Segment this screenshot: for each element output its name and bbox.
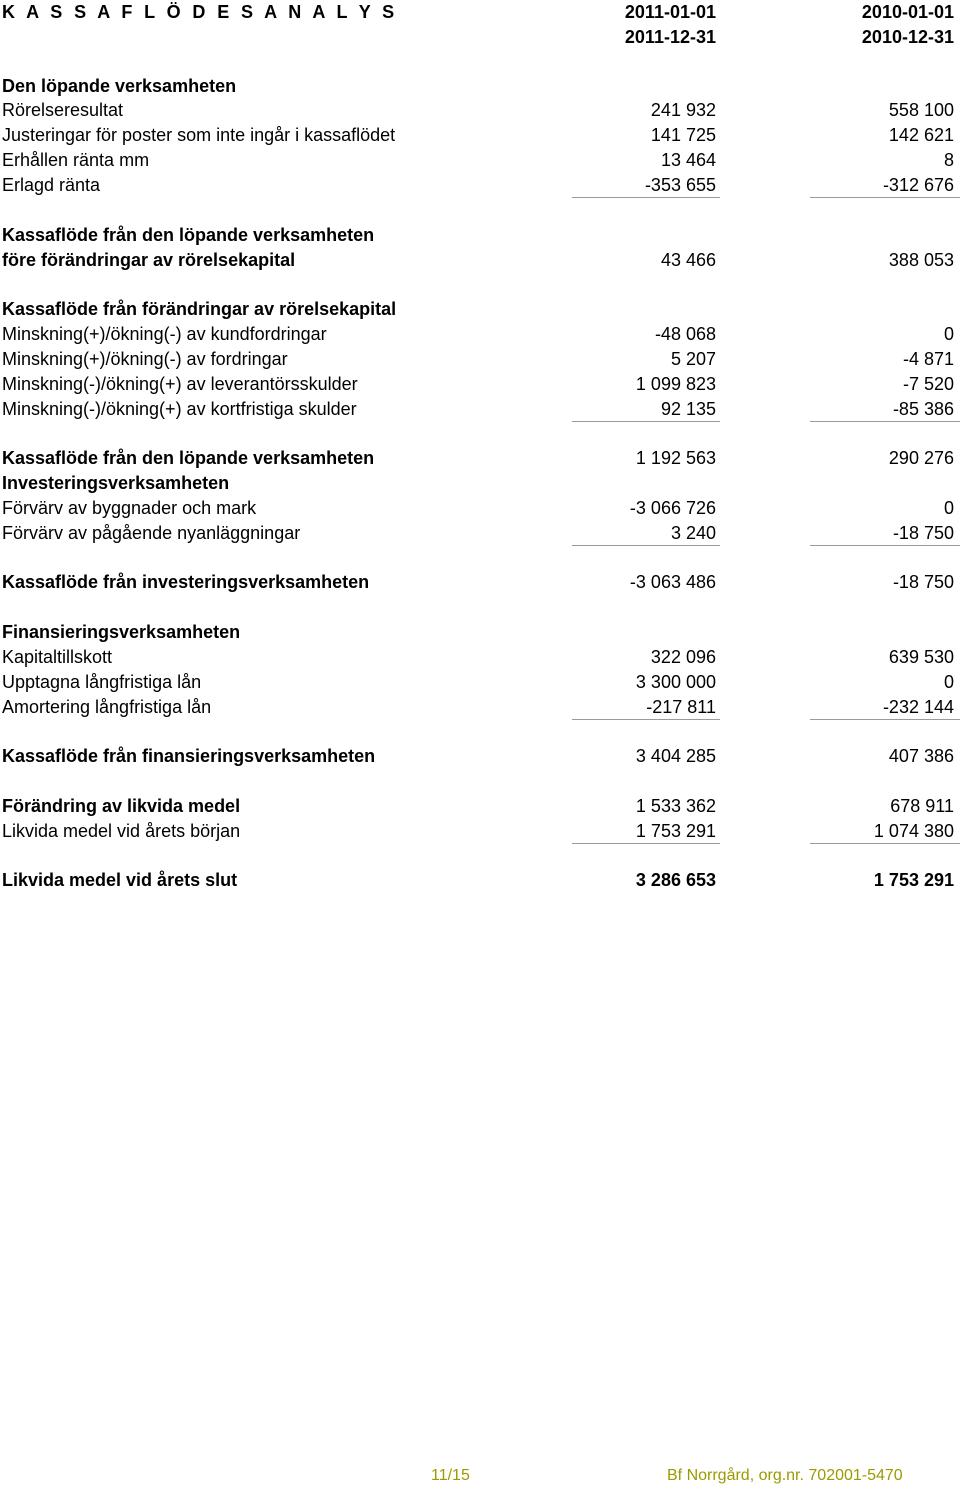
table-row	[0, 397, 960, 422]
previous-period-end: 2010-12-31	[861, 27, 954, 47]
sum-rule	[810, 197, 960, 198]
previous-value: 290 276	[888, 448, 954, 468]
current-value: 92 135	[660, 399, 716, 419]
previous-value: 1 753 291	[873, 870, 954, 890]
page-number: 11/15	[431, 1467, 470, 1484]
organization-footer: Bf Norrgård, org.nr. 702001-5470	[667, 1467, 903, 1484]
current-value: -48 068	[654, 324, 716, 344]
row-label: Kassaflöde från finansieringsverksamheten	[2, 746, 376, 766]
row-label: Amortering långfristiga lån	[2, 697, 212, 717]
subtotal-row	[0, 744, 960, 769]
previous-value: 678 911	[890, 796, 954, 816]
section-heading	[0, 471, 960, 496]
row-label: Erhållen ränta mm	[2, 150, 150, 170]
sum-rule	[810, 545, 960, 546]
previous-value: 1 074 380	[873, 821, 954, 841]
sum-rule	[572, 719, 720, 720]
row-label: Den löpande verksamheten	[2, 76, 237, 96]
sum-rule	[810, 421, 960, 422]
row-label: Förändring av likvida medel	[2, 796, 241, 816]
header-row-1	[0, 0, 960, 25]
previous-value: -18 750	[892, 572, 954, 592]
row-label: Likvida medel vid årets slut	[2, 870, 238, 890]
row-label: Kassaflöde från den löpande verksamheten	[2, 448, 375, 468]
current-value: 3 404 285	[635, 746, 716, 766]
current-period-start: 2011-01-01	[624, 2, 716, 22]
row-label: Minskning(+)/ökning(-) av kundfordringar	[2, 324, 327, 344]
subtotal-heading	[0, 223, 960, 248]
previous-value: 8	[943, 150, 954, 170]
table-row	[0, 695, 960, 720]
previous-value: -18 750	[892, 523, 954, 543]
row-label: Kapitaltillskott	[2, 647, 113, 667]
current-value: 141 725	[650, 125, 716, 145]
previous-value: 388 053	[888, 250, 954, 270]
previous-value: 0	[943, 498, 954, 518]
row-label: Kassaflöde från den löpande verksamheten	[2, 225, 375, 245]
row-label: Förvärv av byggnader och mark	[2, 498, 257, 518]
sum-rule	[572, 545, 720, 546]
section-heading	[0, 620, 960, 645]
table-row	[0, 173, 960, 198]
table-row	[0, 123, 960, 148]
current-value: 1 099 823	[635, 374, 716, 394]
current-value: 241 932	[650, 100, 716, 120]
current-period-end: 2011-12-31	[624, 27, 716, 47]
previous-value: -312 676	[882, 175, 954, 195]
table-row	[0, 645, 960, 670]
row-label: Investeringsverksamheten	[2, 473, 230, 493]
previous-value: 142 621	[888, 125, 954, 145]
row-label: Likvida medel vid årets början	[2, 821, 241, 841]
sum-rule	[572, 421, 720, 422]
table-row	[0, 98, 960, 123]
current-value: -353 655	[644, 175, 716, 195]
table-row	[0, 521, 960, 546]
current-value: 322 096	[650, 647, 716, 667]
sum-rule	[572, 197, 720, 198]
previous-value: -85 386	[892, 399, 954, 419]
current-value: 1 533 362	[635, 796, 716, 816]
table-row	[0, 322, 960, 347]
previous-period-start: 2010-01-01	[861, 2, 954, 22]
sum-rule	[810, 843, 960, 844]
sum-rule	[810, 719, 960, 720]
row-label: Minskning(+)/ökning(-) av fordringar	[2, 349, 288, 369]
subtotal-row	[0, 446, 960, 471]
table-row	[0, 347, 960, 372]
current-value: -217 811	[646, 697, 716, 717]
previous-value: -7 520	[902, 374, 954, 394]
row-label: Kassaflöde från investeringsverksamheten	[2, 572, 370, 592]
row-label: Rörelseresultat	[2, 100, 124, 120]
row-label: Kassaflöde från förändringar av rörelsekapital	[2, 299, 397, 319]
previous-value: -232 144	[882, 697, 954, 717]
section-heading	[0, 297, 960, 322]
previous-value: 407 386	[888, 746, 954, 766]
statement-title: K A S S A F L Ö D E S A N A L Y S	[2, 2, 398, 22]
current-value: 3 286 653	[635, 870, 716, 890]
current-value: -3 066 726	[629, 498, 716, 518]
row-label: Justeringar för poster som inte ingår i kassaflödet	[2, 125, 396, 145]
previous-value: -4 871	[902, 349, 954, 369]
table-row	[0, 496, 960, 521]
previous-value: 0	[943, 324, 954, 344]
subtotal-row	[0, 248, 960, 273]
row-label: Erlagd ränta	[2, 175, 101, 195]
previous-value: 558 100	[888, 100, 954, 120]
current-value: 43 466	[660, 250, 716, 270]
table-row	[0, 819, 960, 844]
current-value: 3 240	[670, 523, 716, 543]
row-label: Förvärv av pågående nyanläggningar	[2, 523, 301, 543]
current-value: 1 753 291	[635, 821, 716, 841]
table-row	[0, 670, 960, 695]
current-value: 3 300 000	[635, 672, 716, 692]
previous-value: 0	[943, 672, 954, 692]
table-row	[0, 148, 960, 173]
current-value: 13 464	[660, 150, 716, 170]
row-label: Minskning(-)/ökning(+) av leverantörsskulder	[2, 374, 358, 394]
previous-value: 639 530	[888, 647, 954, 667]
current-value: 1 192 563	[635, 448, 716, 468]
grand-total-row	[0, 868, 960, 893]
section-heading	[0, 74, 960, 99]
header-row-2	[0, 25, 960, 50]
subtotal-row	[0, 794, 960, 819]
row-label: före förändringar av rörelsekapital	[2, 250, 296, 270]
row-label: Finansieringsverksamheten	[2, 622, 241, 642]
row-label: Minskning(-)/ökning(+) av kortfristiga skulder	[2, 399, 357, 419]
sum-rule	[572, 843, 720, 844]
current-value: 5 207	[670, 349, 716, 369]
subtotal-row	[0, 570, 960, 595]
current-value: -3 063 486	[629, 572, 716, 592]
table-row	[0, 372, 960, 397]
row-label: Upptagna långfristiga lån	[2, 672, 202, 692]
